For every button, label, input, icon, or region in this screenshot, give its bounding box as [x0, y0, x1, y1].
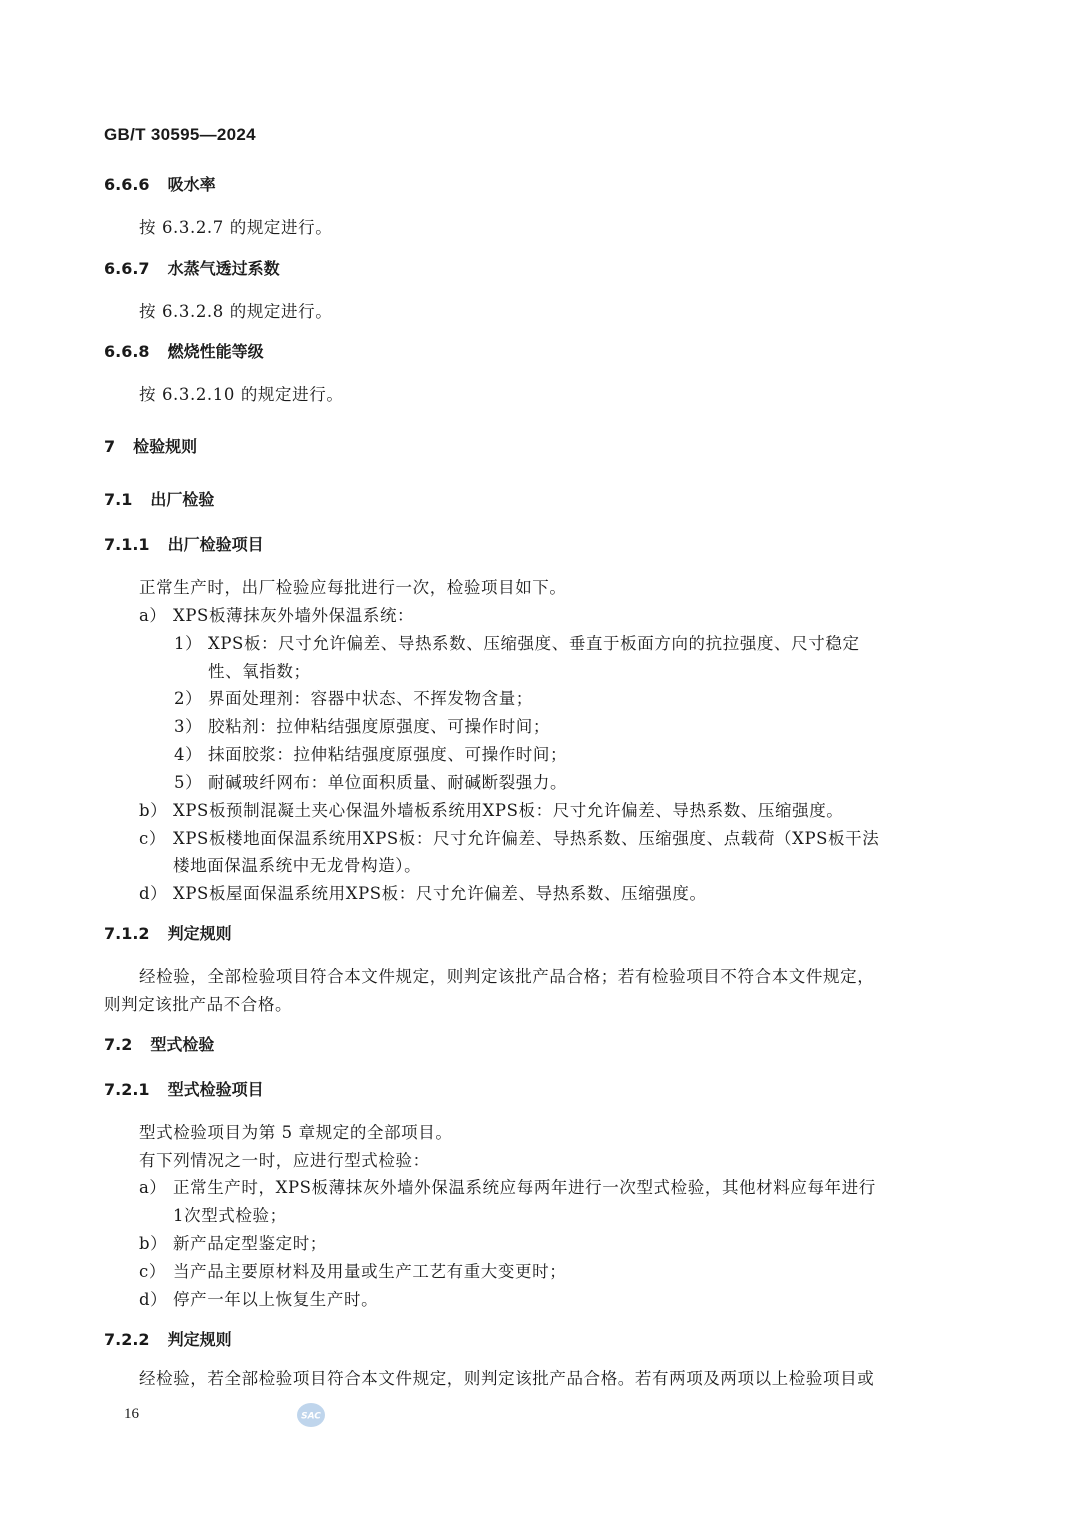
heading-number: 7.2.1 — [104, 1080, 150, 1099]
heading-number: 7.2 — [104, 1035, 133, 1054]
heading-title: 判定规则 — [167, 924, 232, 943]
paragraph: 按 6.3.2.8 的规定进行。 — [139, 302, 333, 321]
list-text: 正常生产时，XPS板薄抹灰外墙外保温系统应每两年进行一次型式检验，其他材料应每年进行 — [173, 1178, 876, 1197]
list-marker: 4） — [174, 745, 203, 764]
list-item-a — [139, 602, 414, 626]
paragraph: 按 6.3.2.10 的规定进行。 — [139, 385, 344, 404]
list-text: 新产品定型鉴定时； — [173, 1234, 327, 1253]
heading-title: 燃烧性能等级 — [167, 342, 264, 361]
list-item-d — [139, 1286, 378, 1310]
list-marker: b） — [139, 1234, 168, 1253]
list-item-b — [139, 797, 843, 821]
list-item-d — [139, 880, 707, 904]
list-marker: b） — [139, 801, 168, 820]
paragraph: 正常生产时，出厂检验应每批进行一次，检验项目如下。 — [139, 578, 567, 597]
list-text: 当产品主要原材料及用量或生产工艺有重大变更时； — [173, 1262, 567, 1281]
list-marker: d） — [139, 1290, 168, 1309]
list-text: 耐碱玻纤网布：单位面积质量、耐碱断裂强力。 — [208, 773, 568, 792]
list-marker: a） — [139, 1178, 167, 1197]
list-text: 抹面胶浆：拉伸粘结强度原强度、可操作时间； — [208, 745, 568, 764]
heading-number: 7.1.2 — [104, 924, 150, 943]
list-item-a1-continuation: 性、氧指数； — [208, 662, 311, 681]
heading-number: 7.1.1 — [104, 535, 150, 554]
page-number: 16 — [124, 1406, 139, 1422]
heading-6-6-7 — [104, 256, 280, 279]
list-item-c-continuation: 楼地面保温系统中无龙骨构造）。 — [173, 856, 422, 875]
heading-7 — [104, 434, 197, 457]
heading-title: 判定规则 — [167, 1330, 232, 1349]
heading-number: 7.1 — [104, 490, 133, 509]
heading-number: 6.6.6 — [104, 175, 150, 194]
list-marker: c） — [139, 829, 166, 848]
heading-title: 水蒸气透过系数 — [167, 259, 280, 278]
list-text: XPS板楼地面保温系统用XPS板：尺寸允许偏差、导热系数、压缩强度、点载荷（XPS板干法 — [173, 829, 880, 848]
heading-number: 7.2.2 — [104, 1330, 150, 1349]
paragraph: 经检验，若全部检验项目符合本文件规定，则判定该批产品合格。若有两项及两项以上检验项目或 — [139, 1369, 875, 1388]
sac-logo-icon — [296, 1402, 326, 1428]
heading-6-6-6 — [104, 172, 216, 195]
list-item-c — [139, 825, 879, 849]
heading-number: 6.6.8 — [104, 342, 150, 361]
heading-7-2-2 — [104, 1327, 232, 1350]
list-marker: 5） — [174, 773, 203, 792]
heading-7-2-1 — [104, 1077, 264, 1100]
list-item-a5 — [174, 769, 567, 793]
list-item-a3 — [174, 713, 550, 737]
paragraph: 有下列情况之一时，应进行型式检验： — [139, 1151, 430, 1170]
heading-title: 型式检验 — [150, 1035, 215, 1054]
paragraph: 型式检验项目为第 5 章规定的全部项目。 — [139, 1123, 453, 1142]
heading-title: 型式检验项目 — [167, 1080, 264, 1099]
standard-id: GB/T 30595—2024 — [104, 125, 256, 144]
heading-number: 7 — [104, 437, 116, 456]
list-item-a-continuation: 1次型式检验； — [173, 1206, 287, 1225]
list-item-a1 — [174, 630, 860, 654]
list-item-a — [139, 1174, 876, 1198]
list-item-a4 — [174, 741, 567, 765]
list-item-c — [139, 1258, 566, 1282]
list-marker: c） — [139, 1262, 166, 1281]
list-text: XPS板预制混凝土夹心保温外墙板系统用XPS板：尺寸允许偏差、导热系数、压缩强度。 — [173, 801, 844, 820]
heading-7-1 — [104, 487, 214, 510]
heading-title: 检验规则 — [133, 437, 198, 456]
list-text: XPS板屋面保温系统用XPS板：尺寸允许偏差、导热系数、压缩强度。 — [173, 884, 707, 903]
list-item-b — [139, 1230, 327, 1254]
paragraph: 按 6.3.2.7 的规定进行。 — [139, 218, 333, 237]
heading-title: 吸水率 — [167, 175, 216, 194]
paragraph: 经检验，全部检验项目符合本文件规定，则判定该批产品合格；若有检验项目不符合本文件规定， — [139, 967, 875, 986]
heading-number: 6.6.7 — [104, 259, 150, 278]
heading-7-1-2 — [104, 921, 232, 944]
list-text: XPS板薄抹灰外墙外保温系统： — [173, 606, 415, 625]
heading-title: 出厂检验 — [150, 490, 215, 509]
list-text: 界面处理剂：容器中状态、不挥发物含量； — [208, 689, 533, 708]
list-marker: 1） — [174, 634, 203, 653]
list-text: XPS板：尺寸允许偏差、导热系数、压缩强度、垂直于板面方向的抗拉强度、尺寸稳定 — [208, 634, 860, 653]
list-marker: d） — [139, 884, 168, 903]
list-text: 胶粘剂：拉伸粘结强度原强度、可操作时间； — [208, 717, 550, 736]
heading-7-1-1 — [104, 532, 264, 555]
heading-title: 出厂检验项目 — [167, 535, 264, 554]
list-text: 停产一年以上恢复生产时。 — [173, 1290, 379, 1309]
list-item-a2 — [174, 685, 533, 709]
paragraph-continuation: 则判定该批产品不合格。 — [104, 995, 293, 1014]
list-marker: a） — [139, 606, 167, 625]
list-marker: 3） — [174, 717, 203, 736]
list-marker: 2） — [174, 689, 203, 708]
heading-6-6-8 — [104, 339, 264, 362]
svg-text:SAC: SAC — [301, 1411, 321, 1422]
heading-7-2 — [104, 1032, 214, 1055]
